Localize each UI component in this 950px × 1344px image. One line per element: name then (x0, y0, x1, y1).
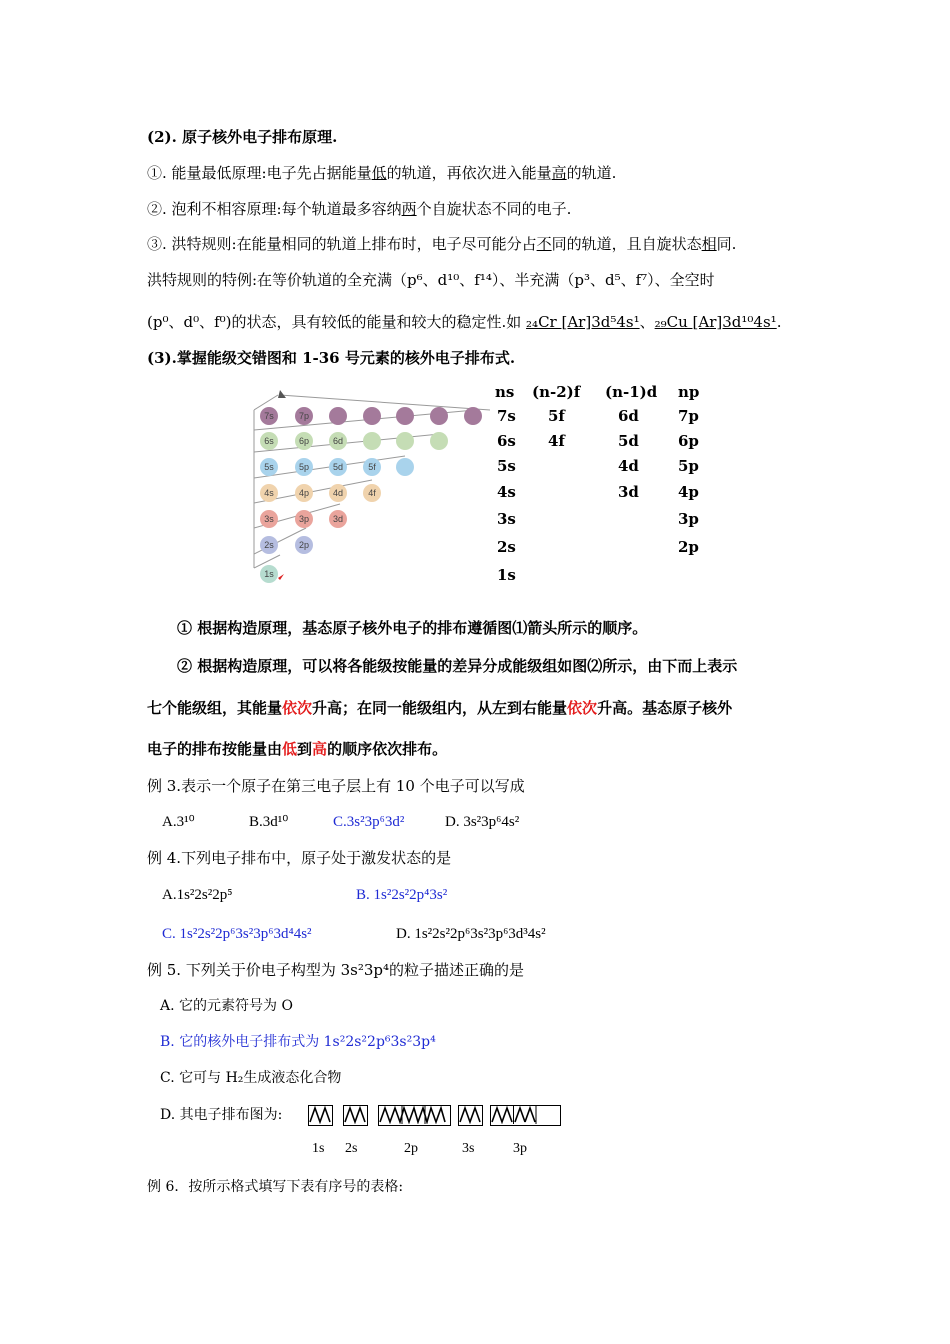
text: ①. 能量最低原理:电子先占据能量 (147, 164, 372, 182)
text: 的轨道. (566, 164, 617, 182)
box-label-3s: 3s (462, 1141, 475, 1156)
level-ns: 4s (497, 483, 516, 501)
underlined-text: 两 (401, 200, 417, 218)
orbital-5g (396, 458, 414, 476)
orbital-7f (363, 407, 381, 425)
text: 的顺序依次排布。 (327, 740, 448, 758)
level-d: 5d (618, 432, 639, 450)
label-5d: 5d (332, 462, 344, 472)
level-ns: 5s (497, 457, 516, 475)
box-label-2p: 2p (404, 1141, 418, 1156)
cu-configuration: ₂₉Cu [Ar]3d¹⁰4s¹ (654, 313, 777, 331)
note-4 (147, 738, 447, 760)
label-4s: 4s (264, 488, 274, 498)
orbital-6f (363, 432, 381, 450)
text: 升高。基态原子核外 (597, 699, 733, 717)
level-np: 4p (678, 483, 699, 501)
level-d: 6d (618, 407, 639, 425)
ex3-option-c: C.3s²3p⁶3d² (333, 814, 405, 830)
section-3-title: (3).掌握能级交错图和 1-36 号元素的核外电子排布式. (147, 349, 516, 367)
box-label-2s: 2s (345, 1141, 358, 1156)
text: 同. (716, 235, 737, 253)
example-5-question: 例 5. 下列关于价电子构型为 3s²3p⁴的粒子描述正确的是 (147, 961, 525, 979)
label-5f: 5f (368, 462, 376, 472)
text: 七个能级组，其能量 (147, 699, 283, 717)
pauli-principle-line (147, 198, 571, 220)
highlight-text: 低 (282, 740, 298, 758)
orbital-box-1s (308, 1105, 333, 1126)
label-6s: 6s (264, 436, 274, 446)
box-label-1s: 1s (312, 1141, 325, 1156)
ex4-option-a: A.1s²2s²2p⁵ (162, 887, 233, 903)
example-4-question: 例 4.下列电子排布中，原子处于激发状态的是 (147, 849, 452, 867)
label-6p: 6p (298, 436, 310, 446)
text: ③. 洪特规则:在能量相同的轨道上排布时，电子尽可能分占 (147, 235, 537, 253)
label-2s: 2s (264, 540, 274, 550)
label-5p: 5p (298, 462, 310, 472)
text: 个自旋状态不同的电子. (416, 200, 572, 218)
orbital-box-2s (343, 1105, 368, 1126)
note-2: ② 根据构造原理，可以将各能级按能量的差异分成能级组如图⑵所示，由下而上表示 (177, 657, 738, 675)
ex4-option-b: B. 1s²2s²2p⁴3s² (356, 887, 448, 903)
underlined-text: 相 (701, 235, 717, 253)
hund-special-line-1: 洪特规则的特例:在等价轨道的全充满（p⁶、d¹⁰、f¹⁴）、半充满（p³、d⁵、f⁷）、全空时 (147, 271, 715, 289)
orbital-box-3p (490, 1105, 561, 1126)
orbital-6h (430, 432, 448, 450)
ex3-option-a: A.3¹⁰ (162, 814, 195, 830)
orbital-6g (396, 432, 414, 450)
level-ns: 6s (497, 432, 516, 450)
underlined-text: 高 (551, 164, 567, 182)
text: . (776, 313, 782, 331)
text: 的轨道，再依次进入能量 (386, 164, 552, 182)
section-2-title: (2). 原子核外电子排布原理. (147, 128, 338, 146)
header-d: (n-1)d (605, 383, 658, 401)
text: (p⁰、d⁰、f⁰)的状态，具有较低的能量和较大的稳定性.如 (147, 313, 527, 331)
label-7p: 7p (298, 411, 310, 421)
ex4-option-d: D. 1s²2s²2p⁶3s²3p⁶3d³4s² (396, 926, 546, 942)
text: 升高；在同一能级组内，从左到右能量 (312, 699, 568, 717)
level-ns: 7s (497, 407, 516, 425)
level-f: 4f (548, 432, 565, 450)
ex5-option-b: B. 它的核外电子排布式为 1s²2s²2p⁶3s²3p⁴ (160, 1034, 436, 1050)
highlight-text: 依次 (567, 699, 598, 717)
example-6-question: 例 6．按所示格式填写下表有序号的表格: (147, 1179, 404, 1195)
ex3-option-b: B.3d¹⁰ (249, 814, 289, 830)
ex5-option-d: D. 其电子排布图为: (160, 1107, 283, 1123)
ex3-option-d: D. 3s²3p⁶4s² (445, 814, 520, 830)
level-np: 2p (678, 538, 699, 556)
highlight-text: 高 (312, 740, 328, 758)
level-np: 5p (678, 457, 699, 475)
highlight-text: 依次 (282, 699, 313, 717)
box-label-3p: 3p (513, 1141, 527, 1156)
ex5-option-c: C. 它可与 H₂生成液态化合物 (160, 1070, 342, 1086)
ex4-option-c: C. 1s²2s²2p⁶3s²3p⁶3d⁴4s² (162, 926, 312, 942)
orbital-7d (329, 407, 347, 425)
level-d: 4d (618, 457, 639, 475)
header-f: (n-2)f (532, 383, 581, 401)
hund-special-line-2 (147, 311, 781, 333)
text: 电子的排布按能量由 (147, 740, 283, 758)
level-np: 3p (678, 510, 699, 528)
text: ②. 泡利不相容原理:每个轨道最多容纳 (147, 200, 402, 218)
orbital-7g (396, 407, 414, 425)
label-3s: 3s (264, 514, 274, 524)
separator: 、 (639, 313, 655, 331)
label-6d: 6d (332, 436, 344, 446)
energy-principle-line (147, 162, 616, 184)
label-5s: 5s (264, 462, 274, 472)
level-ns: 3s (497, 510, 516, 528)
orbital-7i (464, 407, 482, 425)
orbital-box-3s (458, 1105, 483, 1126)
label-1s: 1s (264, 569, 274, 579)
text: 到 (297, 740, 313, 758)
level-d: 3d (618, 483, 639, 501)
text: 同的轨道，且自旋状态 (551, 235, 702, 253)
aufbau-diagram (250, 390, 490, 590)
level-f: 5f (548, 407, 565, 425)
level-np: 7p (678, 407, 699, 425)
level-ns: 1s (497, 566, 516, 584)
note-1: ① 根据构造原理，基态原子核外电子的排布遵循图⑴箭头所示的顺序。 (177, 619, 648, 637)
underlined-text: 不 (536, 235, 552, 253)
label-4f: 4f (368, 488, 376, 498)
level-ns: 2s (497, 538, 516, 556)
underlined-text: 低 (371, 164, 387, 182)
label-2p: 2p (298, 540, 310, 550)
header-ns: ns (495, 383, 515, 401)
label-4d: 4d (332, 488, 344, 498)
hund-rule-line (147, 233, 736, 255)
cr-configuration: ₂₄Cr [Ar]3d⁵4s¹ (526, 313, 640, 331)
ex5-option-a: A. 它的元素符号为 O (160, 998, 293, 1014)
example-3-question: 例 3.表示一个原子在第三电子层上有 10 个电子可以写成 (147, 777, 525, 795)
header-np: np (678, 383, 700, 401)
label-3d: 3d (332, 514, 344, 524)
label-4p: 4p (298, 488, 310, 498)
level-np: 6p (678, 432, 699, 450)
label-7s: 7s (264, 411, 274, 421)
orbital-box-2p (378, 1105, 451, 1126)
label-3p: 3p (298, 514, 310, 524)
orbital-7h (430, 407, 448, 425)
note-3 (147, 697, 732, 719)
